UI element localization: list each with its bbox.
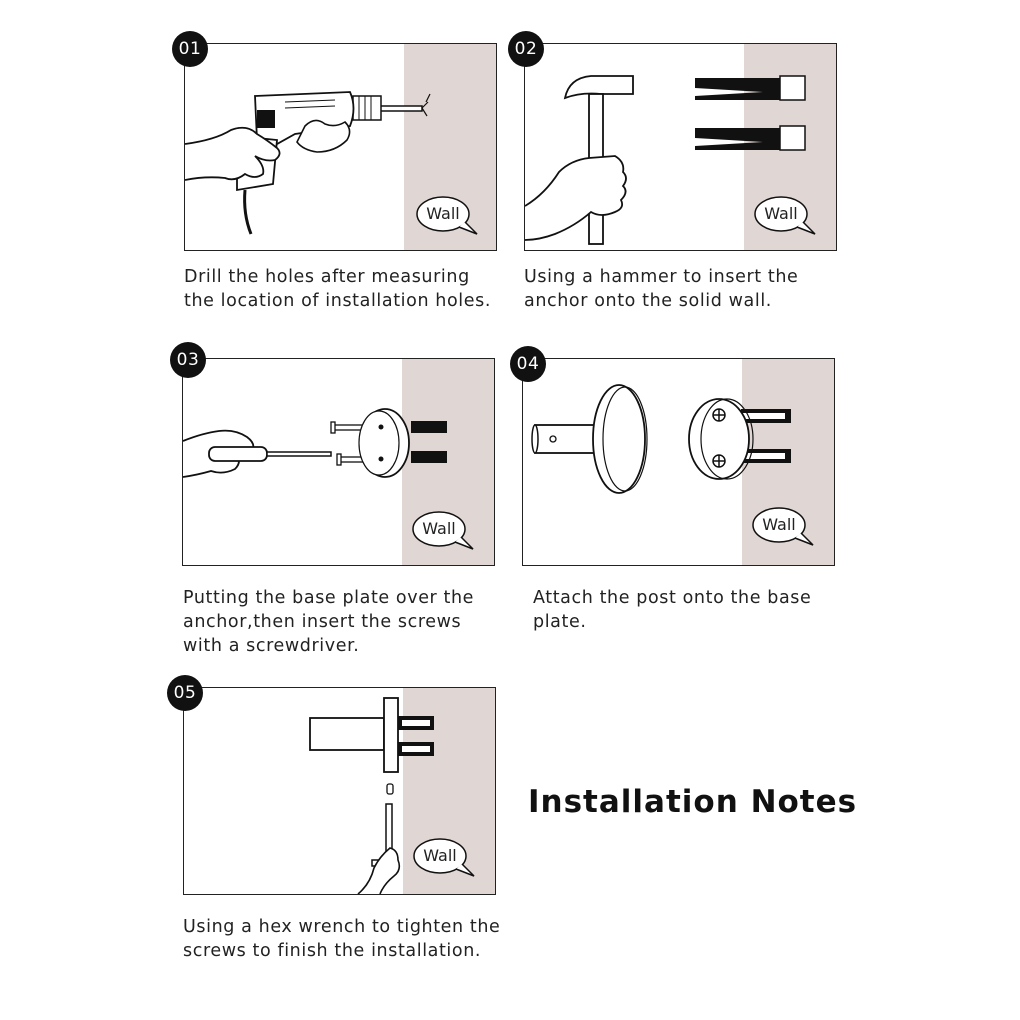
step-03-panel	[182, 358, 495, 566]
step-04-caption: Attach the post onto the base plate.	[533, 588, 812, 632]
step-04-badge: 04	[510, 346, 546, 382]
wall-label: Wall	[426, 204, 460, 223]
step-01-caption: Drill the holes after measuring the location of installation holes.	[184, 267, 492, 311]
step-02-caption: Using a hammer to insert the anchor onto the solid wall.	[524, 267, 799, 311]
base-plate-icon	[359, 409, 409, 477]
step-05-panel	[183, 687, 496, 895]
step-05-badge: 05	[167, 675, 203, 711]
step-05-caption: Using a hex wrench to tighten the screws to finish the installation.	[183, 917, 501, 961]
step-04-panel	[522, 358, 835, 566]
wall-label: Wall	[422, 519, 456, 538]
step-03-badge: 03	[170, 342, 206, 378]
step-02-badge: 02	[508, 31, 544, 67]
step-01-badge: 01	[172, 31, 208, 67]
wall-label: Wall	[762, 515, 796, 534]
step-01-panel	[184, 43, 497, 251]
step-03-caption: Putting the base plate over the anchor,then insert the screws with a screwdriver.	[183, 588, 475, 656]
base-plate-icon	[689, 399, 791, 479]
anchor-icon	[695, 76, 805, 150]
wall-label: Wall	[423, 846, 457, 865]
page-title: Installation Notes	[528, 784, 858, 820]
step-02-panel	[524, 43, 837, 251]
wall-label: Wall	[764, 204, 798, 223]
